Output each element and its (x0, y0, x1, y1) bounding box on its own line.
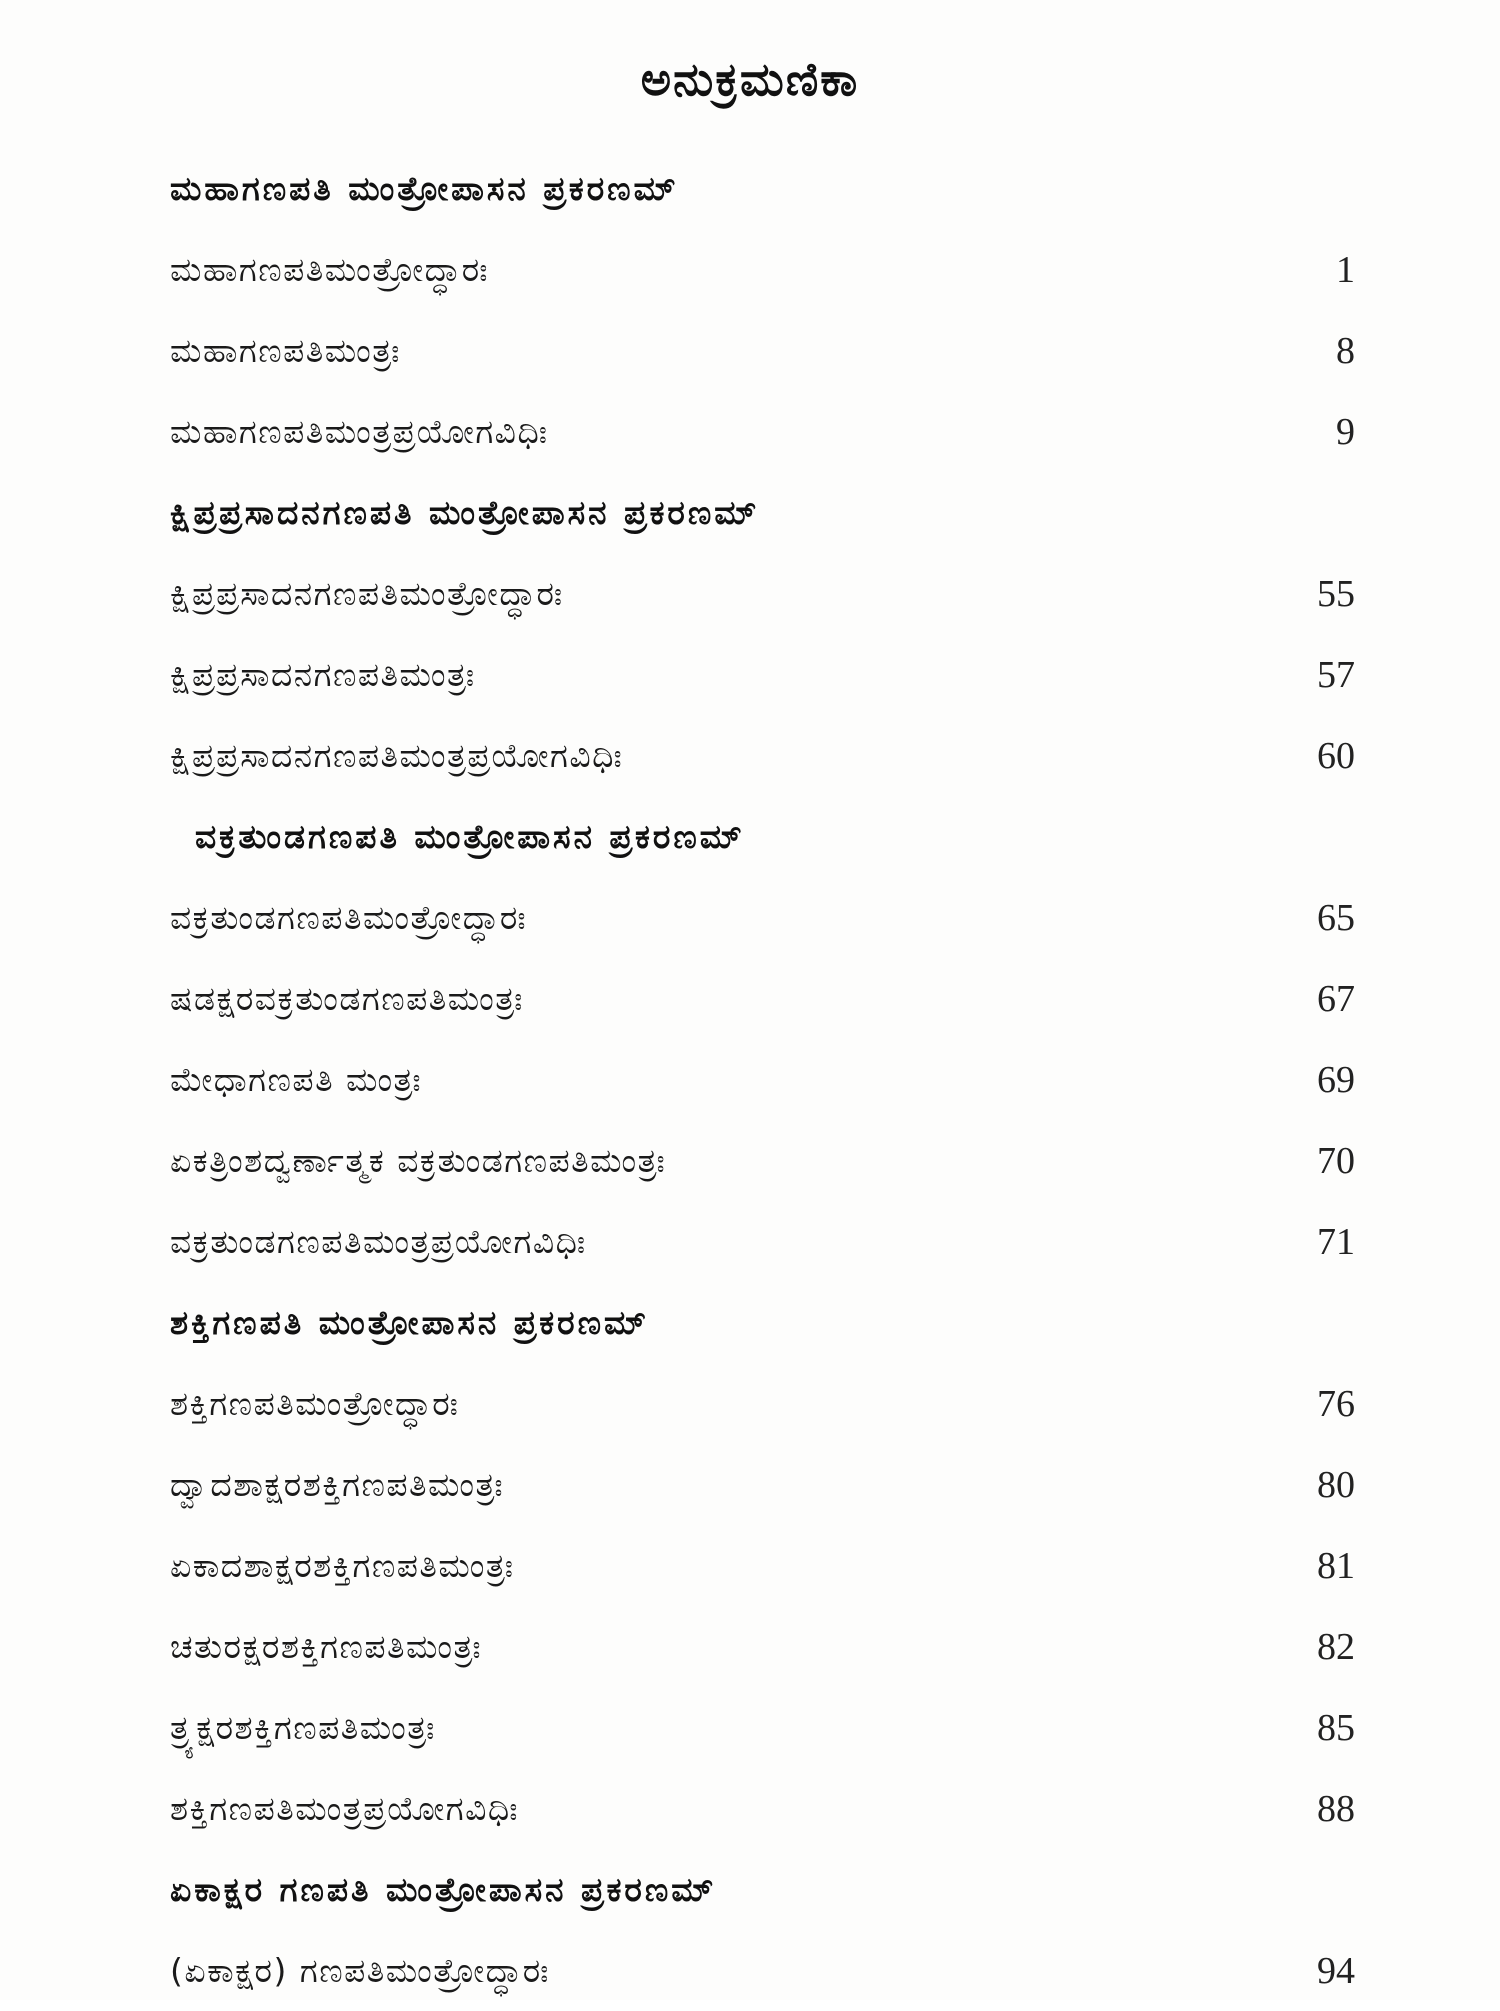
toc-entry-title: ಶಕ್ತಿಗಣಪತಿಮಂತ್ರಪ್ರಯೋಗವಿಧಿಃ (170, 1788, 519, 1828)
toc-entry-title: ತ್ರ್ಯಕ್ಷರಶಕ್ತಿಗಣಪತಿಮಂತ್ರಃ (170, 1707, 436, 1747)
toc-entry-title: ಕ್ಷಿಪ್ರಪ್ರಸಾದನಗಣಪತಿಮಂತ್ರೋದ್ಧಾರಃ (170, 573, 564, 613)
toc-entry (170, 715, 1355, 796)
toc-entry (170, 1606, 1355, 1687)
section-heading-row (170, 1282, 1355, 1363)
toc-entry (170, 229, 1355, 310)
toc-entry-page: 81 (1317, 1544, 1355, 1587)
toc-entry-title: ದ್ವಾದಶಾಕ್ಷರಶಕ್ತಿಗಣಪತಿಮಂತ್ರಃ (170, 1464, 505, 1504)
toc-entry-title: ಕ್ಷಿಪ್ರಪ್ರಸಾದನಗಣಪತಿಮಂತ್ರಃ (170, 654, 476, 694)
section-heading-row (170, 796, 1355, 877)
toc-entry (170, 1444, 1355, 1525)
section-heading-row (170, 148, 1355, 229)
toc-entry-title: ಮಹಾಗಣಪತಿಮಂತ್ರೋದ್ಧಾರಃ (170, 249, 489, 289)
toc-entry-title: ಏಕತ್ರಿಂಶದ್ವರ್ಣಾತ್ಮಕ ವಕ್ರತುಂಡಗಣಪತಿಮಂತ್ರಃ (170, 1140, 667, 1180)
toc-entry (170, 1525, 1355, 1606)
toc-entry-page: 82 (1317, 1625, 1355, 1668)
section-heading-row (170, 1849, 1355, 1930)
toc-entry (170, 391, 1355, 472)
section-heading: ಏಕಾಕ್ಷರ ಗಣಪತಿ ಮಂತ್ರೋಪಾಸನ ಪ್ರಕರಣಮ್ (170, 1869, 717, 1909)
toc-entry-page: 76 (1317, 1382, 1355, 1425)
toc-entry-page: 80 (1317, 1463, 1355, 1506)
toc-entry (170, 1768, 1355, 1849)
toc-entry (170, 1930, 1355, 2011)
toc-entry (170, 1039, 1355, 1120)
toc-entry-title: (ಏಕಾಕ್ಷರ) ಗಣಪತಿಮಂತ್ರೋದ್ಧಾರಃ (170, 1950, 550, 1990)
toc-entry-title: ಮಹಾಗಣಪತಿಮಂತ್ರಪ್ರಯೋಗವಿಧಿಃ (170, 411, 549, 451)
toc-entry-page: 55 (1317, 572, 1355, 615)
toc-entry (170, 1201, 1355, 1282)
toc-entry-page: 9 (1336, 410, 1355, 453)
toc-entry-page: 94 (1317, 1949, 1355, 1992)
section-heading: ಕ್ಷಿಪ್ರಪ್ರಸಾದನಗಣಪತಿ ಮಂತ್ರೋಪಾಸನ ಪ್ರಕರಣಮ್ (170, 492, 760, 532)
page-title: ಅನುಕ್ರಮಣಿಕಾ (640, 52, 860, 106)
toc-entry (170, 1363, 1355, 1444)
toc-entry-page: 8 (1336, 329, 1355, 372)
toc-entry-title: ಷಡಕ್ಷರವಕ್ರತುಂಡಗಣಪತಿಮಂತ್ರಃ (170, 978, 524, 1018)
toc-entry-title: ವಕ್ರತುಂಡಗಣಪತಿಮಂತ್ರೋದ್ಧಾರಃ (170, 897, 528, 937)
toc-entry (170, 310, 1355, 391)
section-heading: ವಕ್ರತುಂಡಗಣಪತಿ ಮಂತ್ರೋಪಾಸನ ಪ್ರಕರಣಮ್ (195, 816, 745, 856)
section-heading: ಮಹಾಗಣಪತಿ ಮಂತ್ರೋಪಾಸನ ಪ್ರಕರಣಮ್ (170, 168, 679, 208)
toc-entry (170, 634, 1355, 715)
toc-entry (170, 1120, 1355, 1201)
toc-entry-title: ಏಕಾದಶಾಕ್ಷರಶಕ್ತಿಗಣಪತಿಮಂತ್ರಃ (170, 1545, 515, 1585)
toc-entry-page: 70 (1317, 1139, 1355, 1182)
toc-entry-title: ಕ್ಷಿಪ್ರಪ್ರಸಾದನಗಣಪತಿಮಂತ್ರಪ್ರಯೋಗವಿಧಿಃ (170, 735, 624, 775)
toc-entry-title: ಮಹಾಗಣಪತಿಮಂತ್ರಃ (170, 330, 401, 370)
toc-entry-page: 60 (1317, 734, 1355, 777)
toc-entry-page: 67 (1317, 977, 1355, 1020)
toc-entry-page: 69 (1317, 1058, 1355, 1101)
section-heading-row (170, 472, 1355, 553)
toc-entry-page: 88 (1317, 1787, 1355, 1830)
section-heading: ಶಕ್ತಿಗಣಪತಿ ಮಂತ್ರೋಪಾಸನ ಪ್ರಕರಣಮ್ (170, 1302, 650, 1342)
toc-entry (170, 553, 1355, 634)
toc-entry-page: 1 (1336, 248, 1355, 291)
toc-entry-title: ಶಕ್ತಿಗಣಪತಿಮಂತ್ರೋದ್ಧಾರಃ (170, 1383, 460, 1423)
toc-entry (170, 958, 1355, 1039)
toc-entry (170, 1687, 1355, 1768)
toc-entry (170, 877, 1355, 958)
toc-entry-page: 85 (1317, 1706, 1355, 1749)
toc-entry-page: 65 (1317, 896, 1355, 939)
toc-entry-title: ಮೇಧಾಗಣಪತಿ ಮಂತ್ರಃ (170, 1059, 423, 1099)
toc-entry-title: ವಕ್ರತುಂಡಗಣಪತಿಮಂತ್ರಪ್ರಯೋಗವಿಧಿಃ (170, 1221, 587, 1261)
toc-entry-title: ಚತುರಕ್ಷರಶಕ್ತಿಗಣಪತಿಮಂತ್ರಃ (170, 1626, 483, 1666)
table-of-contents (170, 148, 1355, 2011)
toc-entry-page: 57 (1317, 653, 1355, 696)
toc-entry-page: 71 (1317, 1220, 1355, 1263)
